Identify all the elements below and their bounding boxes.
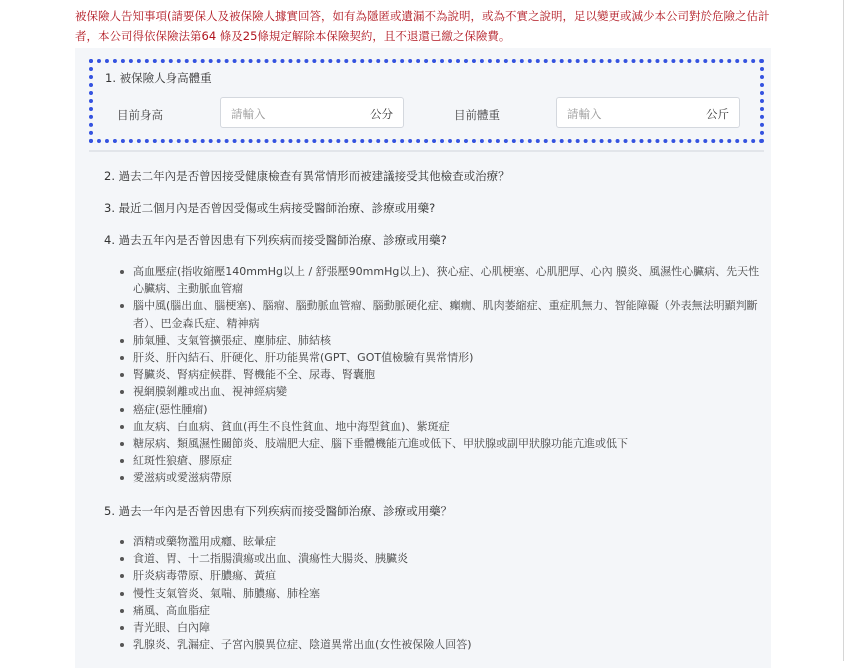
list-item: 紅斑性狼瘡、膠原症 [119, 452, 769, 469]
height-unit: 公分 [370, 107, 393, 121]
list-item: 青光眼、白內障 [119, 619, 769, 636]
q4-title: 4. 過去五年內是否曾因患有下列疾病而接受醫師治療、診療或用藥? [104, 233, 447, 247]
page-right-border [843, 0, 844, 661]
height-weight-section [89, 59, 764, 143]
q4-disease-list [119, 263, 769, 487]
weight-unit: 公斤 [706, 107, 729, 121]
list-item: 肺氣腫、支氣管擴張症、塵肺症、肺結核 [119, 332, 769, 349]
q5-title: 5. 過去一年內是否曾因患有下列疾病而接受醫師治療、診療或用藥？ [104, 504, 453, 518]
q3-title: 3. 最近二個月內是否曾因受傷或生病接受醫師治療、診療或用藥? [104, 201, 436, 215]
q5-disease-list [119, 533, 769, 653]
list-item: 肝炎、肝內結石、肝硬化、肝功能異常(GPT、GOT值檢驗有異常情形) [119, 349, 769, 366]
list-item: 痛風、高血脂症 [119, 602, 769, 619]
q1-title: 1. 被保險人身高體重 [105, 71, 212, 85]
insurance-notice-text: 被保險人告知事項(請要保人及被保險人據實回答，如有為隱匿或遺漏不為說明，或為不實之說明，足以變更或減少本公司對於危險之估計者，本公司得依保險法第64 條及25條規定解除本保險契約，且不退還已繳之保險費。 [75, 9, 770, 43]
weight-label: 目前體重 [454, 108, 500, 122]
weight-input[interactable] [556, 97, 740, 128]
list-item: 視網膜剝離或出血、視神經病變 [119, 383, 769, 400]
list-item: 癌症(惡性腫瘤) [119, 401, 769, 418]
height-label: 目前身高 [117, 108, 163, 122]
list-item: 慢性支氣管炎、氣喘、肺膿瘍、肺栓塞 [119, 585, 769, 602]
list-item: 糖尿病、類風濕性關節炎、肢端肥大症、腦下垂體機能亢進或低下、甲狀腺或副甲狀腺功能亢進或低下 [119, 435, 769, 452]
list-item: 肝炎病毒帶原、肝膿瘍、黃疸 [119, 567, 769, 584]
height-input[interactable] [220, 97, 404, 128]
questionnaire-panel [75, 48, 771, 668]
weight-placeholder: 請輸入 [567, 107, 602, 121]
list-item: 酒精或藥物濫用成癮、眩暈症 [119, 533, 769, 550]
list-item: 腎臟炎、腎病症候群、腎機能不全、尿毒、腎囊胞 [119, 366, 769, 383]
section-divider [89, 150, 764, 152]
height-placeholder: 請輸入 [231, 107, 266, 121]
list-item: 血友病、白血病、貧血(再生不良性貧血、地中海型貧血)、紫斑症 [119, 418, 769, 435]
list-item: 食道、胃、十二指腸潰瘍或出血、潰瘍性大腸炎、胰臟炎 [119, 550, 769, 567]
list-item: 乳腺炎、乳漏症、子宮內膜異位症、陰道異常出血(女性被保險人回答) [119, 636, 769, 653]
list-item: 高血壓症(指收縮壓140mmHg以上 / 舒張壓90mmHg以上)、狹心症、心肌梗塞、心肌肥厚、心內 膜炎、風濕性心臟病、先天性心臟病、主動脈血管瘤 [119, 263, 769, 297]
list-item: 腦中風(腦出血、腦梗塞)、腦瘤、腦動脈血管瘤、腦動脈硬化症、癲癇、肌肉萎縮症、重症肌無力、智能障礙（外表無法明顯判斷者）、巴金森氏症、精神病 [119, 297, 769, 331]
q2-title: 2. 過去二年內是否曾因接受健康檢查有異常情形而被建議接受其他檢查或治療？ [104, 169, 510, 183]
list-item: 愛滋病或愛滋病帶原 [119, 469, 769, 486]
